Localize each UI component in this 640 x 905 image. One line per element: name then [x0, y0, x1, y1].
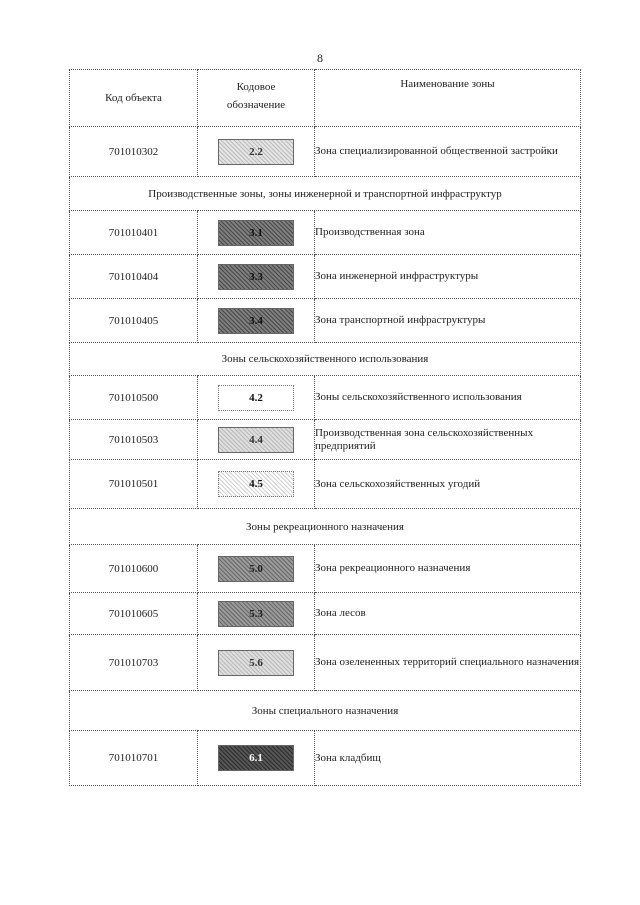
table-row — [70, 593, 581, 635]
zone-code: 701010404 — [70, 255, 198, 299]
group-row — [70, 509, 581, 545]
zone-symbol-cell — [198, 545, 315, 593]
zone-name: Зона транспортной инфраструктуры — [315, 299, 581, 343]
zone-code: 701010500 — [70, 376, 198, 420]
table-row — [70, 211, 581, 255]
code-column-header: Код объекта — [70, 70, 198, 127]
zone-name: Зона специализированной общественной застройки — [315, 127, 581, 177]
zone-symbol: 5.3 — [249, 607, 263, 620]
zone-swatch — [218, 471, 294, 497]
zone-code: 701010405 — [70, 299, 198, 343]
zone-symbol: 4.5 — [249, 478, 263, 490]
zone-code: 701010503 — [70, 420, 198, 460]
table-row — [70, 545, 581, 593]
zone-symbol: 5.0 — [249, 562, 263, 575]
zone-swatch — [218, 556, 294, 582]
zone-symbol-cell — [198, 420, 315, 460]
symbol-column-header — [198, 70, 315, 127]
table-header-row — [70, 70, 581, 127]
zone-symbol: 6.1 — [249, 752, 263, 764]
zone-symbol-cell — [198, 635, 315, 691]
group-row — [70, 343, 581, 376]
group-row — [70, 177, 581, 211]
zone-swatch — [218, 385, 294, 411]
zone-symbol: 3.3 — [249, 270, 263, 283]
group-title: Зоны специального назначения — [70, 691, 581, 731]
zone-code: 701010600 — [70, 545, 198, 593]
zone-symbol: 3.1 — [249, 226, 263, 239]
zone-symbol: 4.2 — [249, 391, 263, 404]
zone-code: 701010501 — [70, 460, 198, 509]
zone-symbol: 4.4 — [249, 433, 263, 446]
symbol-header-line2: обозначение — [226, 99, 286, 111]
zone-swatch — [218, 601, 294, 627]
zone-symbol: 2.2 — [249, 145, 263, 158]
zone-symbol-cell — [198, 731, 315, 786]
zone-symbol-cell — [198, 211, 315, 255]
symbol-header-line1: Кодовое — [236, 81, 276, 93]
zone-name: Зона лесов — [315, 593, 581, 635]
page-number: 8 — [317, 51, 323, 65]
zone-name: Зона кладбищ — [315, 731, 581, 786]
zone-symbol-cell — [198, 376, 315, 420]
zone-name: Зона сельскохозяйственных угодий — [315, 460, 581, 509]
zone-symbol-cell — [198, 127, 315, 177]
zone-name: Производственная зона — [315, 211, 581, 255]
zone-swatch — [218, 139, 294, 165]
zone-symbol: 3.4 — [249, 314, 263, 327]
zones-table — [69, 69, 581, 786]
zone-symbol-cell — [198, 593, 315, 635]
zone-symbol-cell — [198, 299, 315, 343]
table-row — [70, 376, 581, 420]
zone-symbol: 5.6 — [249, 656, 263, 669]
zone-code: 701010401 — [70, 211, 198, 255]
group-title: Зоны сельскохозяйственного использования — [70, 343, 581, 376]
zone-code: 701010703 — [70, 635, 198, 691]
zone-name: Зоны сельскохозяйственного использования — [315, 376, 581, 420]
group-title: Производственные зоны, зоны инженерной и транспортной инфраструктур — [70, 177, 581, 211]
zone-swatch — [218, 650, 294, 676]
zone-swatch — [218, 220, 294, 246]
zone-name: Зона инженерной инфраструктуры — [315, 255, 581, 299]
group-title: Зоны рекреационного назначения — [70, 509, 581, 545]
table-row — [70, 255, 581, 299]
zone-swatch — [218, 308, 294, 334]
table-row — [70, 460, 581, 509]
name-column-header: Наименование зоны — [315, 70, 581, 127]
zone-swatch — [218, 264, 294, 290]
zone-swatch — [218, 745, 294, 771]
table-row — [70, 731, 581, 786]
table-row — [70, 127, 581, 177]
group-row — [70, 691, 581, 731]
zone-name: Зона рекреационного назначения — [315, 545, 581, 593]
table-row — [70, 635, 581, 691]
zone-symbol-cell — [198, 255, 315, 299]
table-row — [70, 420, 581, 460]
zone-symbol-cell — [198, 460, 315, 509]
zone-code: 701010701 — [70, 731, 198, 786]
zone-code: 701010605 — [70, 593, 198, 635]
zone-name: Производственная зона сельскохозяйственных предприятий — [315, 420, 581, 460]
zone-swatch — [218, 427, 294, 453]
zone-name: Зона озелененных территорий специального назначения — [315, 635, 581, 691]
zone-code: 701010302 — [70, 127, 198, 177]
table-row — [70, 299, 581, 343]
